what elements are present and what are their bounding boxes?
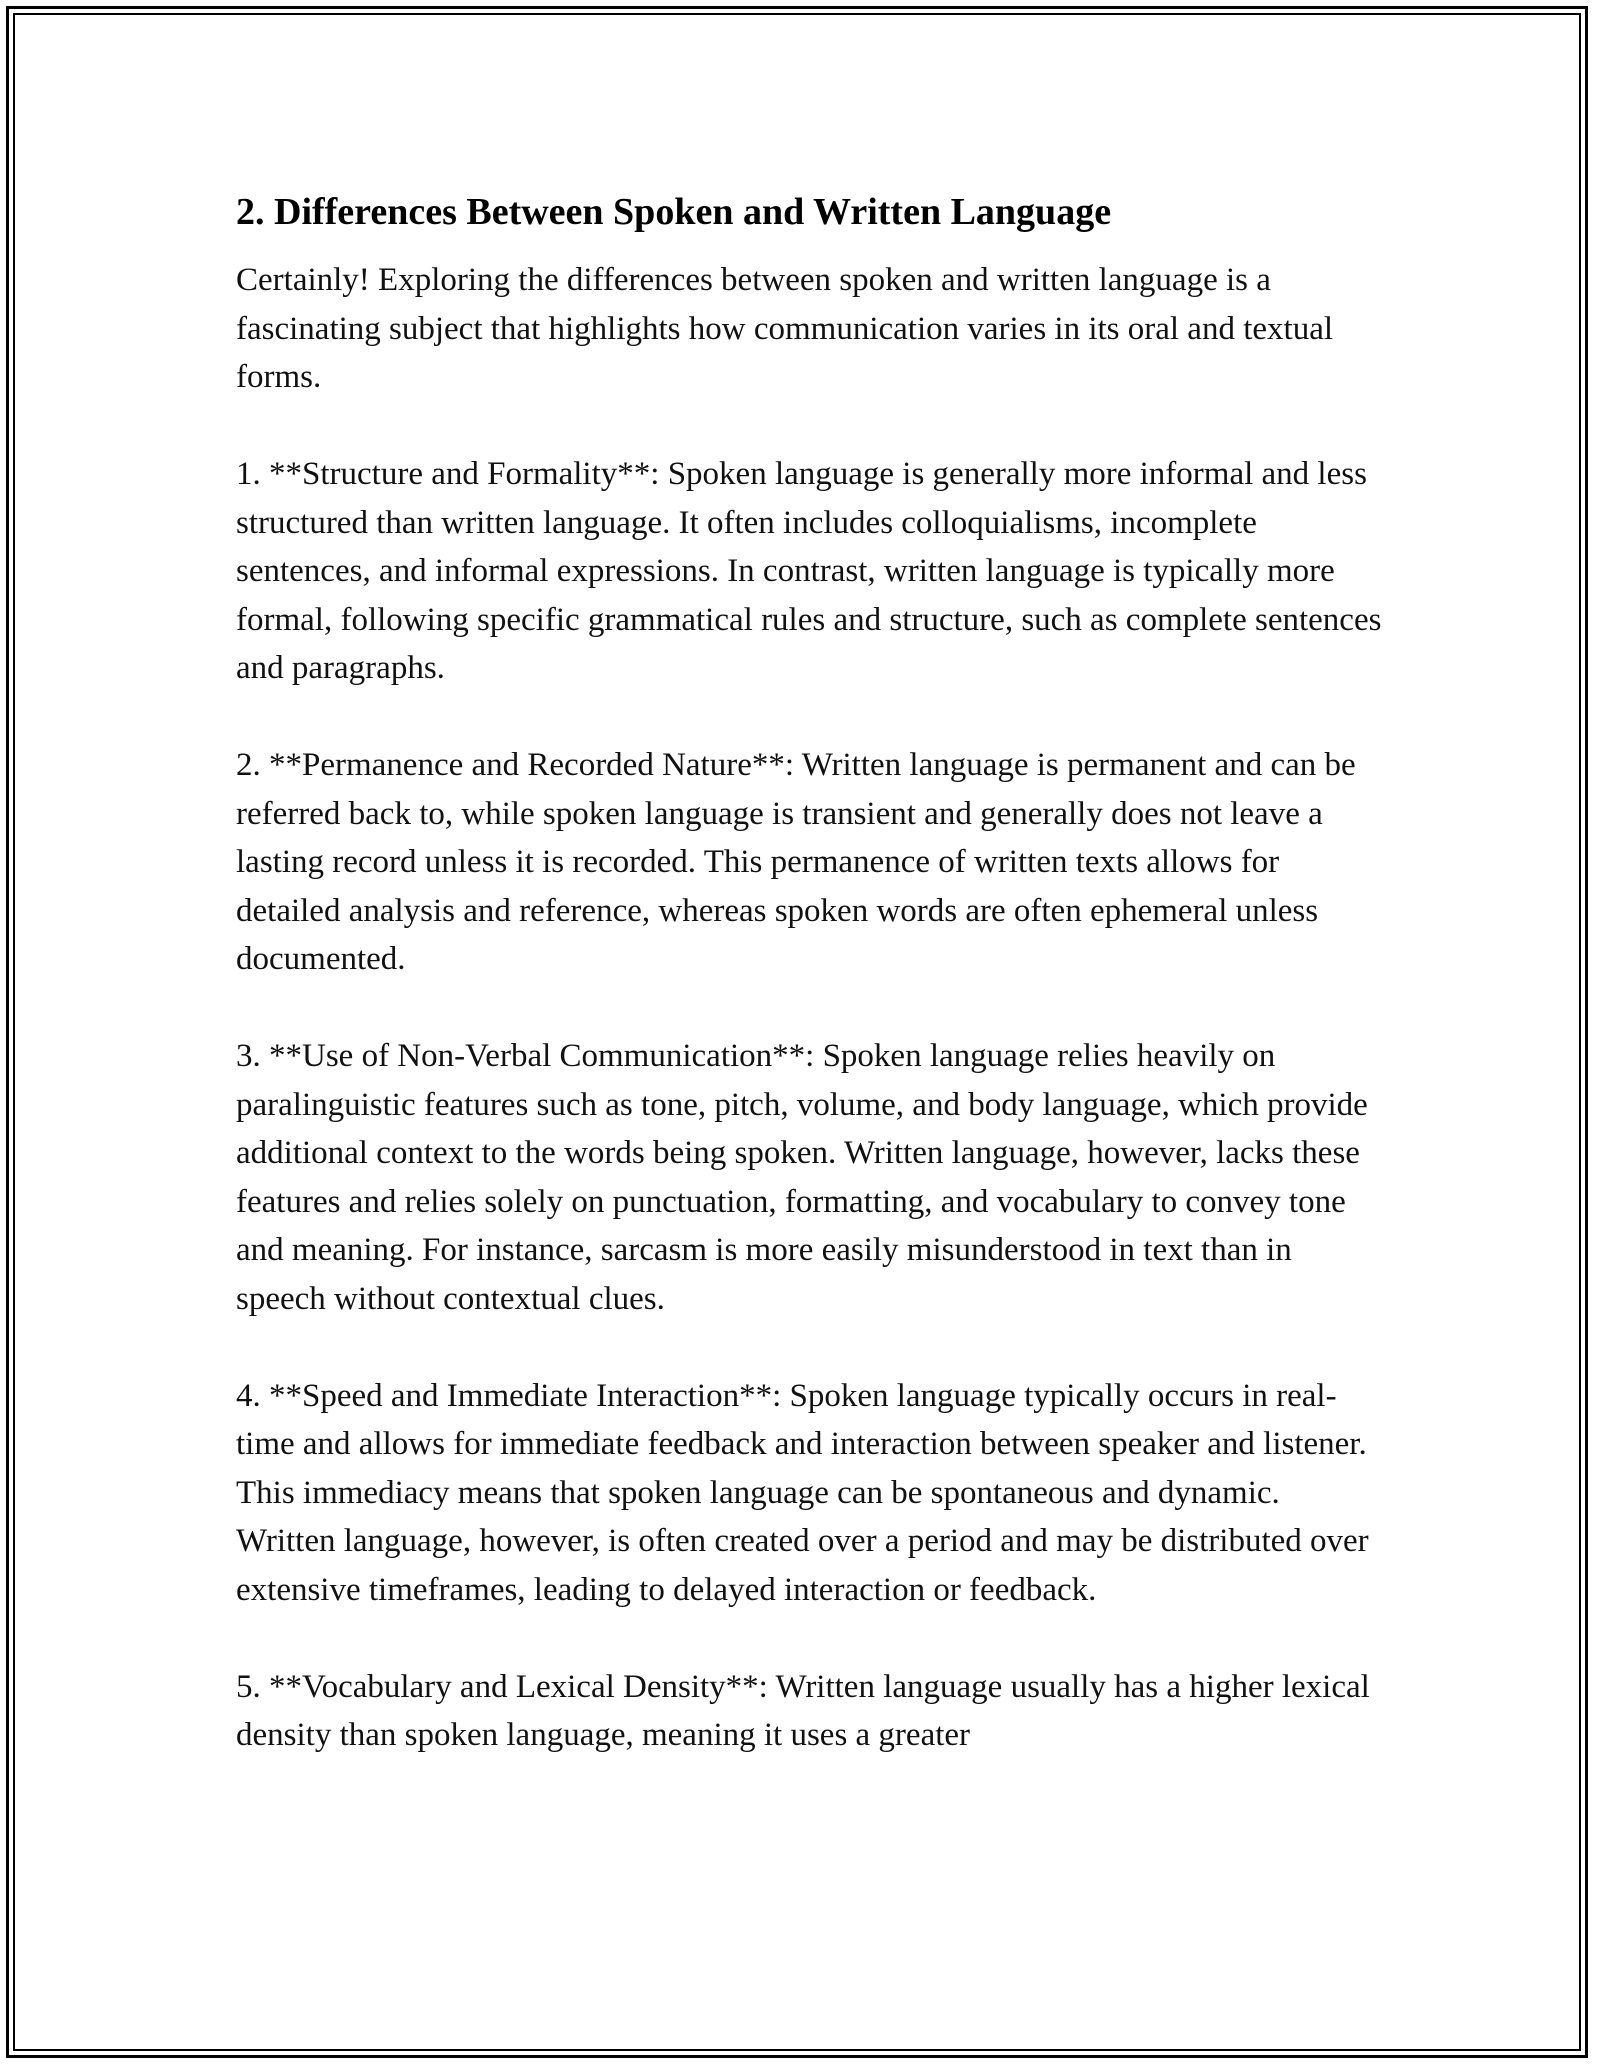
paragraph-structure-formality: 1. **Structure and Formality**: Spoken language is generally more informal and less structured than written language. It often includes colloquialisms, incomplete sentences, and informal expressions. In contrast, written language is typically more formal, following specific grammatical rules and structure, such as complete sentences and paragraphs. <box>236 456 1382 686</box>
paragraph-permanence: 2. **Permanence and Recorded Nature**: Written language is permanent and can be referred back to, while spoken language is transient and generally does not leave a lasting record unless it is recorded. This permanence of written texts allows for detailed analysis and reference, whereas spoken words are often ephemeral unless documented. <box>236 747 1356 977</box>
paragraph-speed-interaction: 4. **Speed and Immediate Interaction**: Spoken language typically occurs in real-time and allows for immediate feedback and interaction between speaker and listener. This immediacy means that spoken language can be spontaneous and dynamic. Written language, however, is often created over a period and may be distributed over extensive timeframes, leading to delayed interaction or feedback. <box>236 1377 1369 1608</box>
intro-paragraph: Certainly! Exploring the differences between spoken and written language is a fascinating subject that highlights how communication varies in its oral and textual forms. <box>236 262 1334 395</box>
paragraph-vocabulary: 5. **Vocabulary and Lexical Density**: Written language usually has a higher lexical density than spoken language, meaning it uses a greater <box>236 1668 1370 1753</box>
paragraph-non-verbal: 3. **Use of Non-Verbal Communication**: Spoken language relies heavily on paralinguistic features such as tone, pitch, volume, and body language, which provide additional context to the words being spoken. Written language, however, lacks these features and relies solely on punctuation, formatting, and vocabulary to convey tone and meaning. For instance, sarcasm is more easily misunderstood in text than in speech without contextual clues. <box>236 1038 1368 1317</box>
document-body <box>236 186 1386 1808</box>
section-title: 2. Differences Between Spoken and Written Language <box>236 191 1112 233</box>
